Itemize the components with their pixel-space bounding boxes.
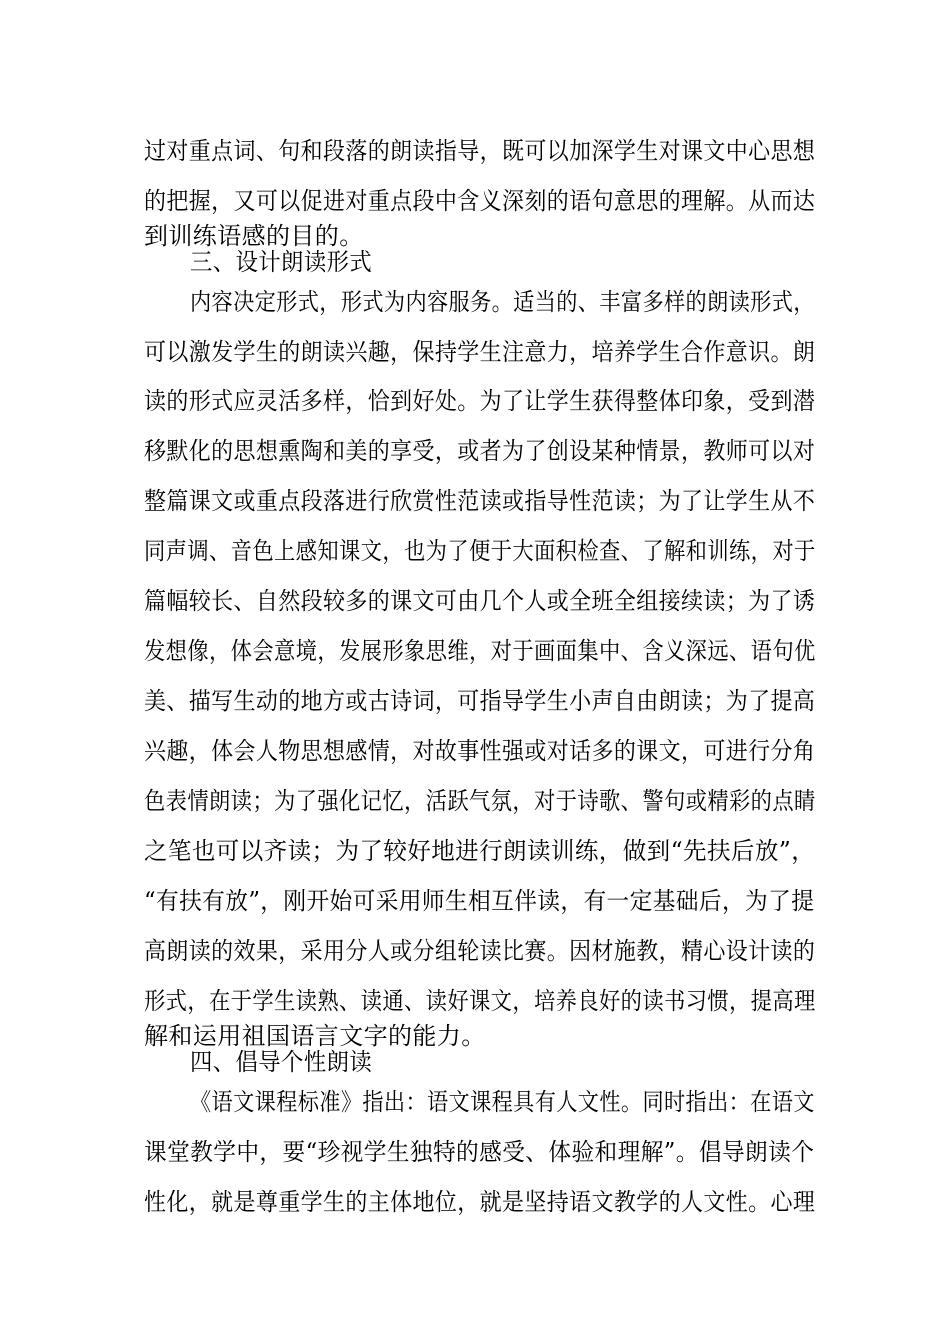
paragraph-line: 高朗读的效果，采用分人或分组轮读比赛。因材施教，精心设计读的 (144, 937, 816, 965)
paragraph-line: 形式，在于学生读熟、读通、读好课文，培养良好的读书习惯，提高理 (144, 987, 816, 1015)
paragraph-line: 解和运用祖国语言文字的能力。 (144, 1022, 486, 1050)
paragraph-line: 《语文课程标准》指出：语文课程具有人文性。同时指出：在语文 (190, 1088, 815, 1116)
paragraph-line: 篇幅较长、自然段较多的课文可由几个人或全班全组接续读；为了诱 (144, 587, 816, 615)
section-heading: 三、设计朗读形式 (190, 248, 373, 276)
paragraph-line: 到训练语感的目的。 (144, 222, 364, 250)
paragraph-line: 色表情朗读；为了强化记忆，活跃气氛，对于诗歌、警句或精彩的点睛 (144, 787, 816, 815)
paragraph-line: 整篇课文或重点段落进行欣赏性范读或指导性范读；为了让学生从不 (144, 487, 816, 515)
paragraph-line: 可以激发学生的朗读兴趣，保持学生注意力，培养学生合作意识。朗 (144, 338, 816, 366)
paragraph-line: 性化，就是尊重学生的主体地位，就是坚持语文教学的人文性。心理 (144, 1188, 816, 1216)
paragraph-line: “有扶有放”，刚开始可采用师生相互伴读，有一定基础后，为了提 (144, 887, 815, 915)
paragraph-line: 移默化的思想熏陶和美的享受，或者为了创设某种情景，教师可以对 (144, 437, 816, 465)
paragraph-line: 课堂教学中，要“珍视学生独特的感受、体验和理解”。倡导朗读个 (144, 1138, 815, 1166)
paragraph-line: 内容决定形式，形式为内容服务。适当的、丰富多样的朗读形式， (190, 288, 815, 316)
paragraph-line: 过对重点词、句和段落的朗读指导，既可以加深学生对课文中心思想 (144, 137, 816, 165)
paragraph-line: 同声调、音色上感知课文，也为了便于大面积检查、了解和训练，对于 (144, 537, 816, 565)
paragraph-line: 读的形式应灵活多样，恰到好处。为了让学生获得整体印象，受到潜 (144, 387, 816, 415)
paragraph-line: 发想像，体会意境，发展形象思维，对于画面集中、含义深远、语句优 (144, 637, 816, 665)
section-heading: 四、倡导个性朗读 (190, 1048, 373, 1076)
paragraph-line: 美、描写生动的地方或古诗词，可指导学生小声自由朗读；为了提高 (144, 687, 816, 715)
paragraph-line: 的把握，又可以促进对重点段中含义深刻的语句意思的理解。从而达 (144, 187, 816, 215)
paragraph-line: 兴趣，体会人物思想感情，对故事性强或对话多的课文，可进行分角 (144, 737, 816, 765)
paragraph-line: 之笔也可以齐读；为了较好地进行朗读训练，做到“先扶后放”， (144, 837, 816, 865)
